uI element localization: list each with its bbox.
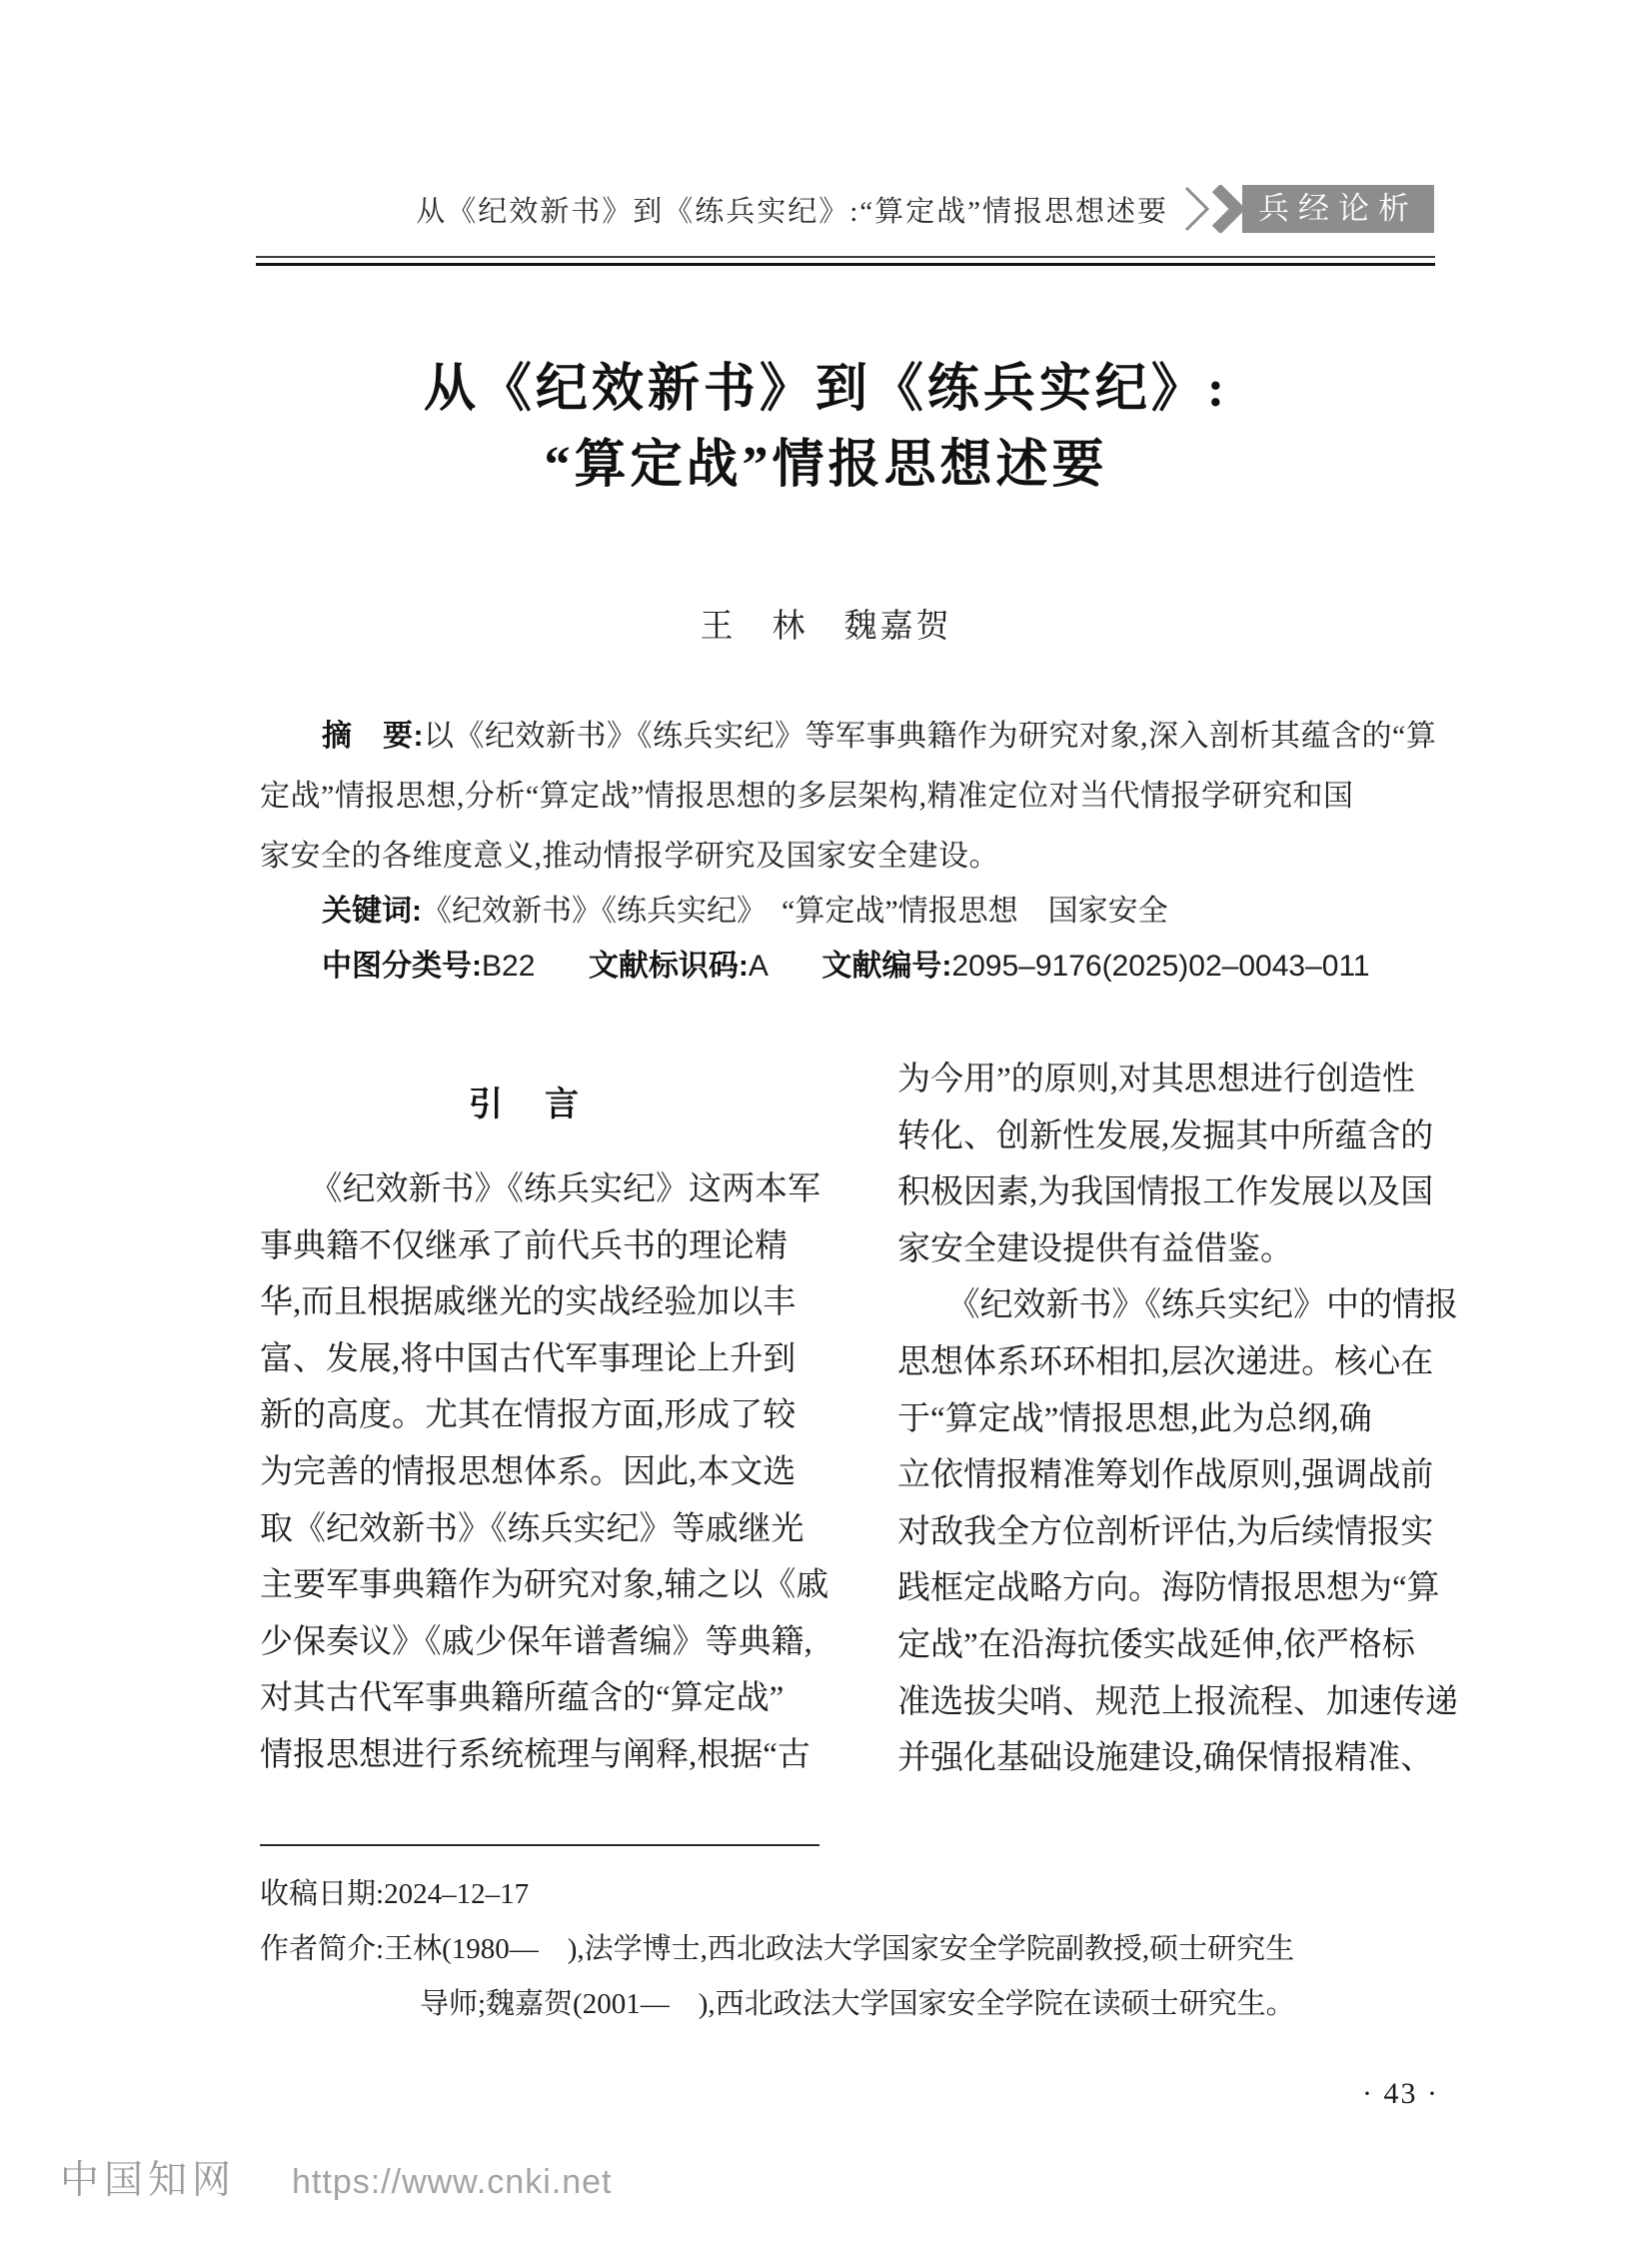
article-title-line1: 从《纪效新书》到《练兵实纪》: bbox=[423, 361, 1229, 418]
received-date-value: 2024–12–17 bbox=[384, 1878, 530, 1910]
text-line: 对敌我全方位剖析评估,为后续情报实 bbox=[897, 1513, 1434, 1550]
footnote-block bbox=[260, 1867, 1449, 2032]
text-line: 准选拔尖哨、规范上报流程、加速传递 bbox=[897, 1683, 1458, 1720]
page-number: · 43 · bbox=[1362, 2077, 1439, 2110]
chevron-right-icon bbox=[1180, 185, 1242, 233]
text-line: 华,而且根据戚继光的实战经验加以丰 bbox=[260, 1284, 797, 1321]
received-date-line bbox=[260, 1867, 1449, 1922]
text-line: 取《纪效新书》《练兵实纪》等戚继光 bbox=[260, 1510, 805, 1547]
running-title: 从《纪效新书》到《练兵实纪》:“算定战”情报思想述要 bbox=[416, 195, 1168, 228]
text-line: 立依情报精准筹划作战原则,强调战前 bbox=[897, 1457, 1434, 1494]
text-line: 思想体系环环相扣,层次递进。核心在 bbox=[897, 1343, 1434, 1380]
text-line: 对其古代军事典籍所蕴含的“算定战” bbox=[260, 1680, 785, 1717]
column-badge-label: 兵经论析 bbox=[1242, 185, 1434, 233]
text-line: 主要军事典籍作为研究对象,辅之以《戚 bbox=[260, 1567, 829, 1604]
author-bio-text1: 王林(1980— ),法学博士,西北政法大学国家安全学院副教授,硕士研究生 bbox=[384, 1933, 1295, 1965]
text-line: 家安全建设提供有益借鉴。 bbox=[897, 1230, 1293, 1267]
article-title-line2: “算定战”情报思想述要 bbox=[544, 437, 1108, 494]
clc-value: B22 bbox=[482, 950, 536, 983]
abstract-label: 摘 要: bbox=[322, 720, 424, 753]
received-date-label: 收稿日期: bbox=[260, 1878, 385, 1910]
abstract-block bbox=[260, 707, 1439, 887]
cnki-url: https://www.cnki.net bbox=[292, 2163, 613, 2201]
abstract-text: 以《纪效新书》《练兵实纪》等军事典籍作为研究对象,深入剖析其蕴含的“算 bbox=[424, 720, 1437, 753]
text-line: 并强化基础设施建设,确保情报精准、 bbox=[897, 1740, 1434, 1777]
text-line: 为完善的情报思想体系。因此,本文选 bbox=[260, 1453, 797, 1490]
text-line: 富、发展,将中国古代军事理论上升到 bbox=[260, 1340, 797, 1377]
author-bio-line1 bbox=[260, 1922, 1449, 1977]
cnki-watermark bbox=[60, 2149, 612, 2205]
abstract-line bbox=[260, 707, 1439, 767]
author-bio-line2: 导师;魏嘉贺(2001— ),西北政法大学国家安全学院在读硕士研究生。 bbox=[420, 1988, 1295, 2020]
authors: 王 林 魏嘉贺 bbox=[700, 609, 952, 645]
body-left-column bbox=[260, 1161, 829, 1784]
body-right-column bbox=[897, 1052, 1458, 1787]
cnki-brand: 中国知网 bbox=[60, 2159, 237, 2202]
doc-number-label: 文献编号: bbox=[822, 950, 952, 983]
doc-number-value: 2095–9176(2025)02–0043–011 bbox=[951, 950, 1370, 983]
text-line: 积极因素,为我国情报工作发展以及国 bbox=[897, 1174, 1434, 1211]
doc-code-label: 文献标识码: bbox=[588, 950, 749, 983]
keywords-text: 《纪效新书》《练兵实纪》 “算定战”情报思想 国家安全 bbox=[422, 895, 1168, 928]
section-heading-introduction: 引 言 bbox=[469, 1086, 583, 1123]
article-title bbox=[239, 352, 1413, 504]
doc-code-value: A bbox=[748, 950, 769, 983]
text-line: 新的高度。尤其在情报方面,形成了较 bbox=[260, 1397, 797, 1434]
page-header bbox=[260, 184, 1434, 234]
text-line: 事典籍不仅继承了前代兵书的理论精 bbox=[260, 1227, 788, 1264]
text-line: 定战”在沿海抗倭实战延伸,依严格标 bbox=[897, 1626, 1415, 1663]
text-line: 情报思想进行系统梳理与阐释,根据“古 bbox=[260, 1736, 811, 1773]
clc-label: 中图分类号: bbox=[322, 950, 482, 983]
header-divider bbox=[256, 256, 1435, 266]
text-line: 践框定战略方向。海防情报思想为“算 bbox=[897, 1570, 1440, 1607]
text-line: 少保奏议》《戚少保年谱耆编》等典籍, bbox=[260, 1623, 813, 1660]
keywords-line bbox=[260, 882, 1501, 942]
author-bio-label: 作者简介: bbox=[260, 1933, 385, 1965]
abstract-line: 家安全的各维度意义,推动情报学研究及国家安全建设。 bbox=[260, 840, 999, 873]
text-line: 《纪效新书》《练兵实纪》中的情报 bbox=[897, 1287, 1458, 1324]
abstract-line: 定战”情报思想,分析“算定战”情报思想的多层架构,精准定位对当代情报学研究和国 bbox=[260, 780, 1354, 813]
section-badge bbox=[1180, 185, 1434, 233]
text-line: 于“算定战”情报思想,此为总纲,确 bbox=[897, 1400, 1372, 1437]
meta-line bbox=[260, 937, 1501, 997]
text-line: 《纪效新书》《练兵实纪》这两本军 bbox=[260, 1171, 821, 1207]
text-line: 转化、创新性发展,发掘其中所蕴含的 bbox=[897, 1118, 1434, 1154]
keywords-label: 关键词: bbox=[322, 895, 422, 928]
footnote-divider bbox=[260, 1844, 820, 1846]
text-line: 为今用”的原则,对其思想进行创造性 bbox=[897, 1062, 1415, 1098]
